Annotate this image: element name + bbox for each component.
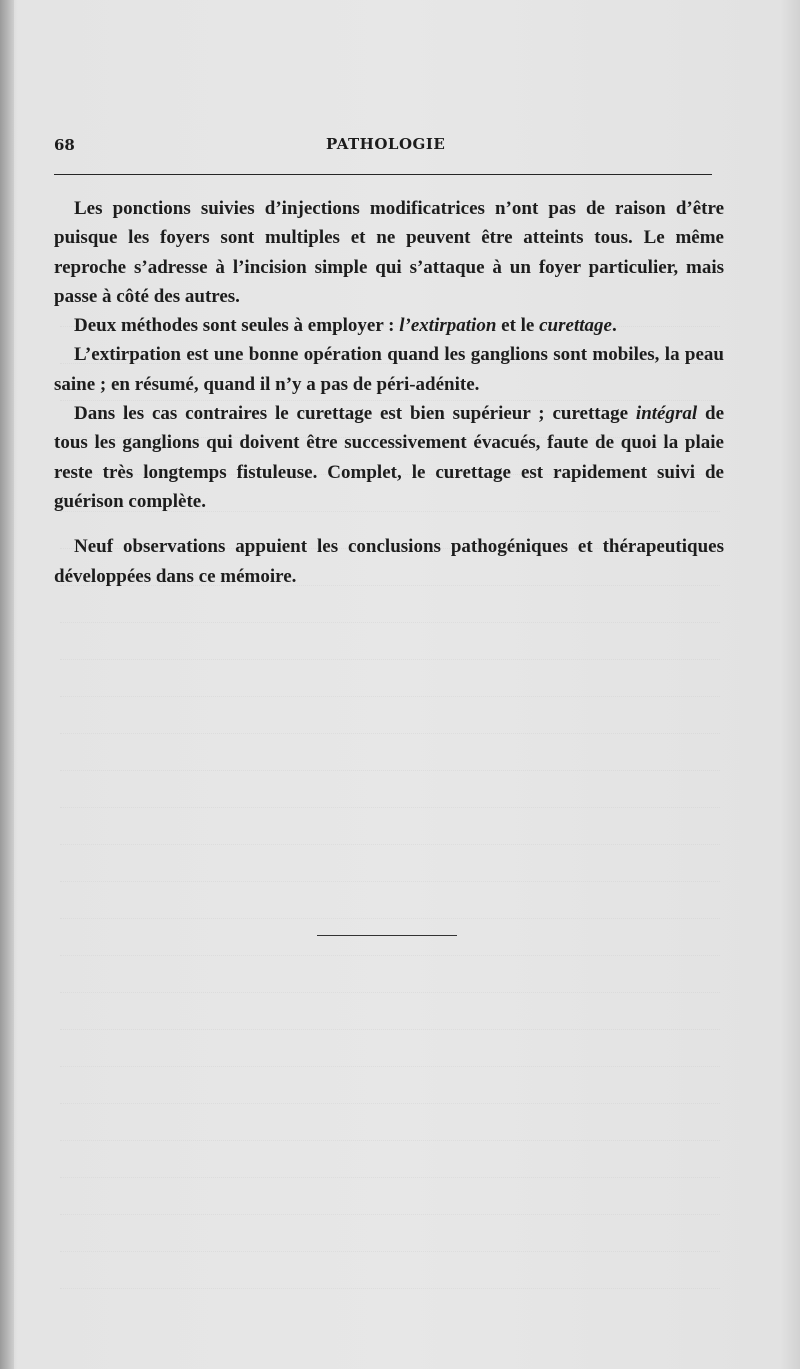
- paragraph-observations: Neuf observations appuient les conclusions pathogéniques et thérapeutiques développées dans ce mémoire.: [54, 536, 724, 587]
- paragraph-methodes: Deux méthodes sont seules à employer : l’extirpation et le curettage.: [74, 315, 617, 337]
- page-header: [54, 132, 724, 156]
- running-title: PATHOLOGIE: [326, 135, 446, 153]
- emphasis-curettage: curettage: [539, 315, 612, 337]
- page-number: 68: [54, 136, 75, 154]
- emphasis-extirpation: l’extirpation: [399, 315, 497, 337]
- body-text: [54, 194, 724, 591]
- paragraph-ponctions: Les ponctions suivies d’injections modificatrices n’ont pas de raison d’être puisque les foyers sont multiples et ne peuvent être atteints tous. Le même reproche s’adresse à l’incision simple qui s’attaque à un foyer particulier, mais passe à côté des autres.: [54, 198, 724, 307]
- paragraph-curettage: Dans les cas contraires le curettage est bien supérieur ; curettage intégral de tous les ganglions qui doivent être successivement évacués, faute de quoi la plaie reste très longtemps fistuleuse. Complet, le curettage est rapidement suivi de guérison complète.: [54, 403, 725, 512]
- paragraph-extirpation: L’extirpation est une bonne opération quand les ganglions sont mobiles, la peau saine ; en résumé, quand il n’y a pas de péri-adénite.: [54, 344, 724, 395]
- book-spine-shadow: [0, 0, 14, 1369]
- section-end-rule: [317, 935, 457, 936]
- emphasis-integral: intégral: [635, 403, 698, 425]
- header-rule: [54, 174, 712, 175]
